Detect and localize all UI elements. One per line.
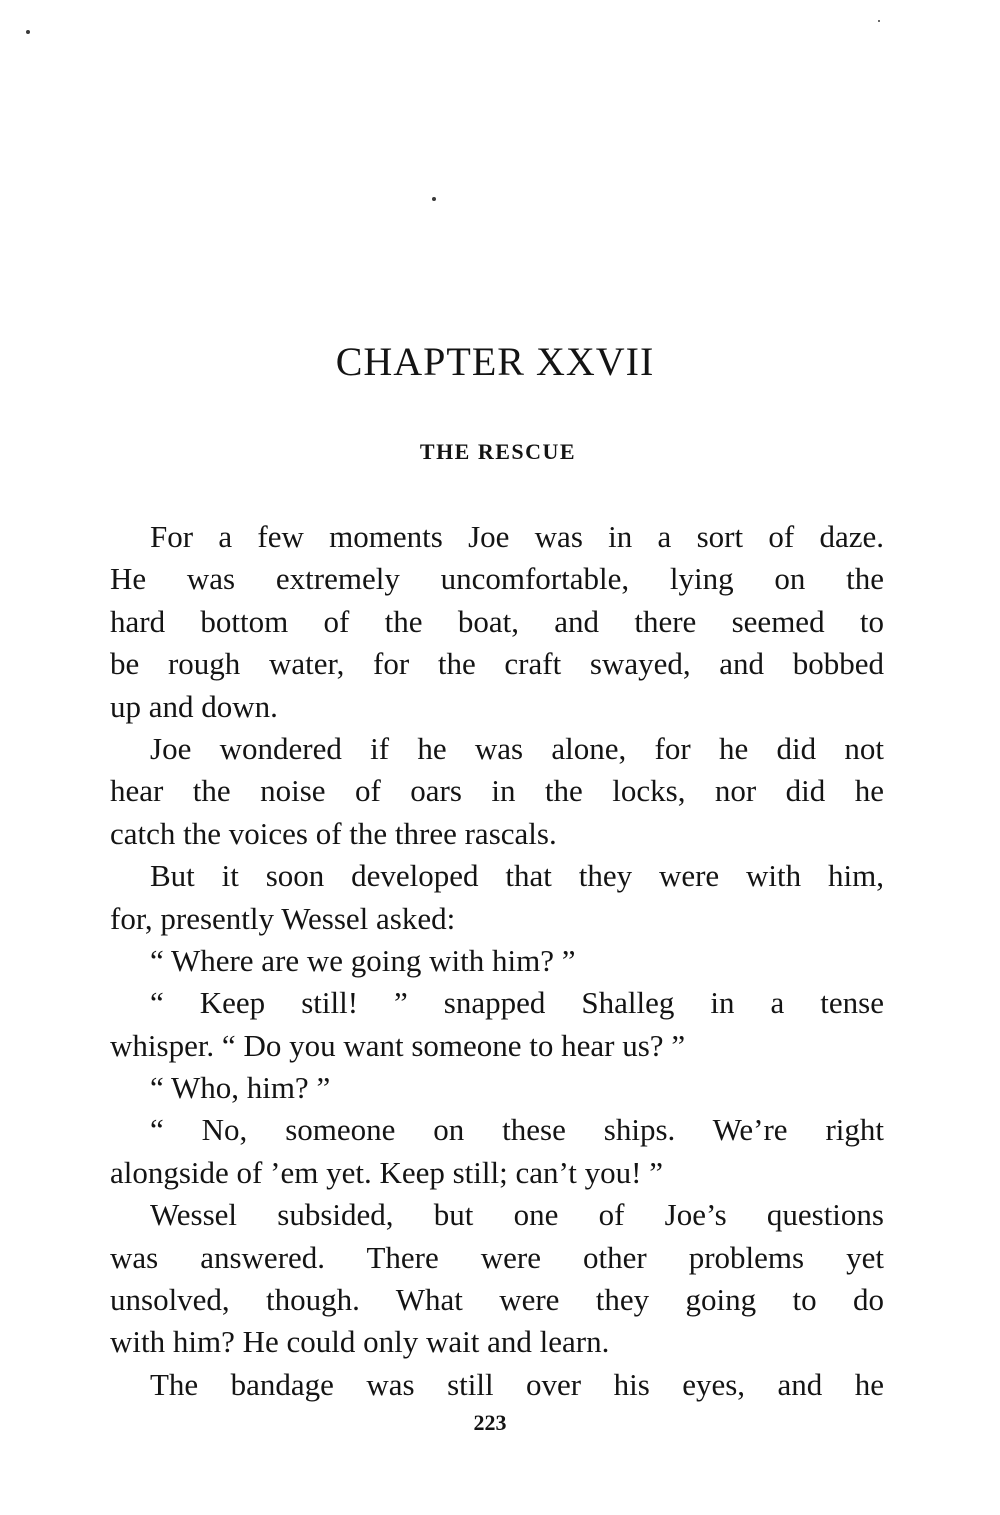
text-line: “ Who, him? ” bbox=[150, 1070, 331, 1106]
text-line: Joe wondered if he was alone, for he did not bbox=[150, 730, 884, 766]
text-line: was answered. There were other problems yet bbox=[110, 1239, 884, 1275]
body-text bbox=[110, 516, 884, 1406]
text-line: up and down. bbox=[110, 688, 278, 724]
chapter-subtitle: THE RESCUE bbox=[419, 439, 577, 464]
text-line: For a few moments Joe was in a sort of daze. bbox=[150, 519, 884, 554]
text-line: hard bottom of the boat, and there seemed to bbox=[110, 603, 884, 639]
text-line: catch the voices of the three rascals. bbox=[110, 815, 557, 851]
page-number: 223 bbox=[473, 1410, 507, 1435]
text-line: alongside of ’em yet. Keep still; can’t you! ” bbox=[110, 1154, 663, 1190]
text-line: “ Where are we going with him? ” bbox=[150, 942, 576, 978]
chapter-title: CHAPTER XXVII bbox=[335, 339, 655, 384]
text-line: with him? He could only wait and learn. bbox=[110, 1324, 610, 1360]
text-line: He was extremely uncomfortable, lying on the bbox=[110, 561, 884, 597]
text-line: hear the noise of oars in the locks, nor did he bbox=[110, 773, 884, 809]
text-line: whisper. “ Do you want someone to hear us? ” bbox=[110, 1027, 686, 1063]
print-speck bbox=[432, 197, 436, 201]
print-speck bbox=[878, 20, 880, 22]
text-line: But it soon developed that they were with him, bbox=[150, 858, 884, 894]
text-line: The bandage was still over his eyes, and he bbox=[150, 1366, 884, 1402]
text-line: unsolved, though. What were they going to do bbox=[110, 1282, 884, 1318]
text-line: for, presently Wessel asked: bbox=[110, 900, 456, 936]
text-line: “ No, someone on these ships. We’re right bbox=[150, 1112, 884, 1148]
text-line: Wessel subsided, but one of Joe’s questions bbox=[150, 1197, 884, 1233]
text-line: be rough water, for the craft swayed, and bobbed bbox=[110, 646, 884, 682]
print-speck bbox=[26, 30, 30, 34]
text-line: “ Keep still! ” snapped Shalleg in a tense bbox=[150, 985, 884, 1021]
